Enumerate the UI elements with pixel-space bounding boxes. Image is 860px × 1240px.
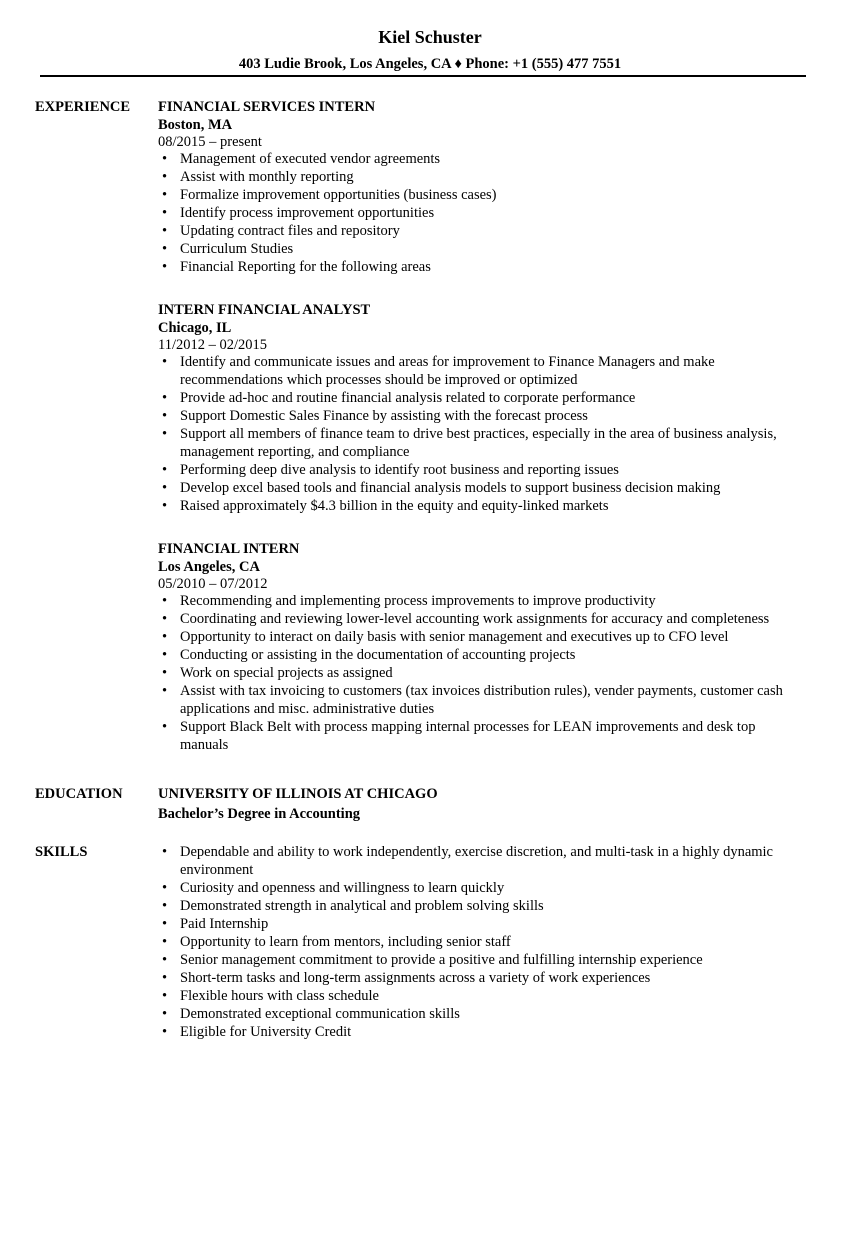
experience-section	[0, 98, 860, 754]
bullet-item: • Work on special projects as assigned	[158, 664, 802, 682]
section-title-skills: SKILLS	[35, 844, 88, 860]
skill-item: • Curiosity and openness and willingness to learn quickly	[158, 879, 802, 897]
skill-item: • Senior management commitment to provide a positive and fulfilling internship experience	[158, 951, 802, 969]
resume-header	[0, 0, 860, 73]
job-entry	[158, 301, 860, 515]
skill-item: • Demonstrated strength in analytical and problem solving skills	[158, 897, 802, 915]
bullet-item: • Financial Reporting for the following areas	[158, 258, 802, 276]
job-entry	[158, 540, 860, 754]
header-divider	[40, 75, 806, 77]
contact-line: 403 Ludie Brook, Los Angeles, CA ♦ Phone: +1 (555) 477 7551	[238, 56, 622, 72]
bullet-item: • Support Domestic Sales Finance by assisting with the forecast process	[158, 407, 802, 425]
section-title-education: EDUCATION	[35, 786, 123, 802]
job-dates: 11/2012 – 02/2015	[158, 337, 268, 353]
skill-item: • Short-term tasks and long-term assignments across a variety of work experiences	[158, 969, 802, 987]
bullet-item: • Develop excel based tools and financial analysis models to support business decision making	[158, 479, 802, 497]
bullet-item: • Performing deep dive analysis to identify root business and reporting issues	[158, 461, 802, 479]
job-title: FINANCIAL SERVICES INTERN	[158, 99, 376, 115]
bullet-item: • Support Black Belt with process mapping internal processes for LEAN improvements and desk top manuals	[158, 718, 802, 754]
bullet-item: • Opportunity to interact on daily basis with senior management and executives up to CFO level	[158, 628, 802, 646]
job-location: Los Angeles, CA	[158, 559, 260, 575]
skill-item: • Flexible hours with class schedule	[158, 987, 802, 1005]
bullet-item: • Identify process improvement opportunities	[158, 204, 802, 222]
skills-list	[158, 843, 860, 1041]
job-title: INTERN FINANCIAL ANALYST	[158, 302, 371, 318]
job-bullets	[158, 592, 860, 754]
skill-item: • Eligible for University Credit	[158, 1023, 802, 1041]
job-bullets	[158, 353, 860, 515]
bullet-item: • Conducting or assisting in the documentation of accounting projects	[158, 646, 802, 664]
job-dates: 05/2010 – 07/2012	[158, 576, 268, 592]
bullet-item: • Assist with monthly reporting	[158, 168, 802, 186]
bullet-item: • Curriculum Studies	[158, 240, 802, 258]
job-dates: 08/2015 – present	[158, 134, 262, 150]
skill-item: • Paid Internship	[158, 915, 802, 933]
job-bullets	[158, 150, 860, 276]
skill-item: • Dependable and ability to work independently, exercise discretion, and multi-task in a highly dynamic environment	[158, 843, 802, 879]
bullet-item: • Formalize improvement opportunities (business cases)	[158, 186, 802, 204]
section-title-experience: EXPERIENCE	[35, 99, 131, 115]
bullet-item: • Recommending and implementing process improvements to improve productivity	[158, 592, 802, 610]
job-location: Boston, MA	[158, 117, 233, 133]
bullet-item: • Assist with tax invoicing to customers (tax invoices distribution rules), vender payments, customer cash applications and misc. administrative duties	[158, 682, 802, 718]
skills-section	[0, 843, 860, 1041]
job-location: Chicago, IL	[158, 320, 232, 336]
education-section	[0, 785, 860, 823]
job-title: FINANCIAL INTERN	[158, 541, 300, 557]
bullet-item: • Coordinating and reviewing lower-level accounting work assignments for accuracy and completeness	[158, 610, 802, 628]
bullet-item: • Updating contract files and repository	[158, 222, 802, 240]
bullet-item: • Provide ad-hoc and routine financial analysis related to corporate performance	[158, 389, 802, 407]
school-name: UNIVERSITY OF ILLINOIS AT CHICAGO	[158, 786, 438, 802]
degree-name: Bachelor’s Degree in Accounting	[158, 806, 361, 822]
candidate-name: Kiel Schuster	[378, 27, 482, 47]
bullet-item: • Management of executed vendor agreements	[158, 150, 802, 168]
skill-item: • Opportunity to learn from mentors, including senior staff	[158, 933, 802, 951]
bullet-item: • Support all members of finance team to drive best practices, especially in the area of business analysis, management reporting, and compliance	[158, 425, 802, 461]
bullet-item: • Identify and communicate issues and areas for improvement to Finance Managers and make recommendations which processes should be improved or optimized	[158, 353, 802, 389]
job-entry	[158, 98, 860, 276]
bullet-item: • Raised approximately $4.3 billion in the equity and equity-linked markets	[158, 497, 802, 515]
skill-item: • Demonstrated exceptional communication skills	[158, 1005, 802, 1023]
